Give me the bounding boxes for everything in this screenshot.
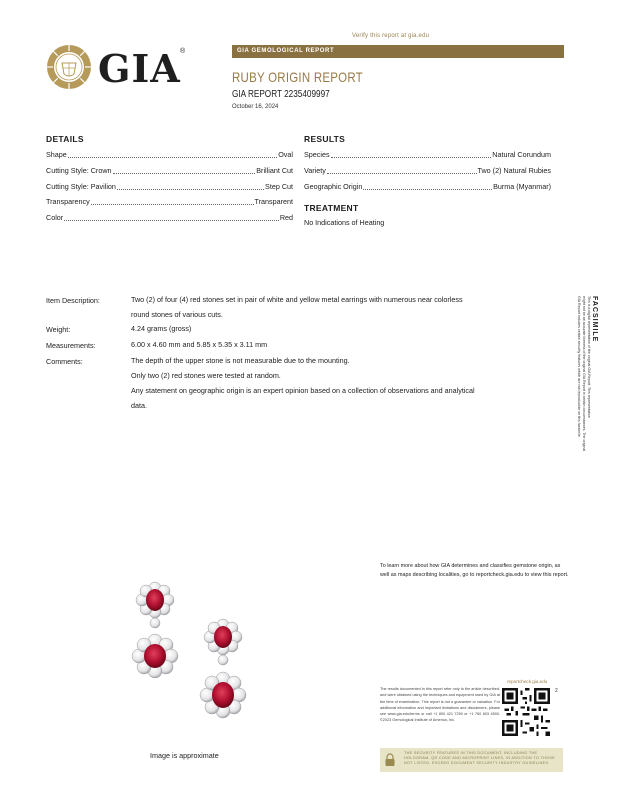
results-value: Natural Corundum [492, 150, 551, 159]
details-value: Transparent [254, 197, 293, 206]
comment-line: Only two (2) red stones were tested at random. [131, 371, 281, 380]
security-text: THE SECURITY FEATURES IN THIS DOCUMENT, INCLUDING THE HOLOGRAM, QR CODE AND MICROPRINT LINES, IN ADDITION TO THOSE NOT LISTED, EXCEED DOCUMENT SECURITY INDUSTRY GUIDELINES. [404, 751, 556, 765]
treatment-heading: TREATMENT [304, 203, 359, 213]
gia-wordmark: GIA [98, 46, 181, 91]
dot-leader [68, 156, 277, 158]
details-value: Red [279, 213, 293, 222]
verify-link[interactable]: Verify this report at gia.edu [352, 33, 430, 39]
security-features-strip [380, 748, 563, 772]
gia-logo [46, 44, 186, 90]
reportcheck-link[interactable]: reportcheck.gia.edu [507, 679, 548, 684]
details-row-color [46, 213, 293, 223]
report-number: GIA REPORT 2235409997 [232, 89, 330, 100]
dot-leader [113, 172, 256, 174]
details-label: Color [46, 213, 64, 222]
results-row-species [304, 150, 551, 160]
comment-line: Any statement on geographic origin is an expert opinion based on a collection of observations and analytical [131, 386, 475, 395]
disclaimer-text: The results documented in this report refer only to the article described, and were obtained using the techniques and equipment used by GIA at the time of examination. This report is not a guarantee or valuation. For additional information and important limitations and disclaimers, please see www.gia.edu/terms or call +1 800 421 7250 or +1 760 603 4500. ©2023 Gemological Institute of America, Inc. [380, 687, 500, 723]
dot-leader [331, 156, 492, 158]
results-row-variety [304, 166, 551, 176]
dot-leader [327, 172, 477, 174]
item-description-line: round stones of various cuts. [131, 310, 223, 319]
treatment-text: No Indications of Heating [304, 218, 385, 227]
registered-mark: ® [180, 48, 186, 55]
details-label: Transparency [46, 197, 90, 206]
report-banner: GIA GEMOLOGICAL REPORT [232, 45, 564, 58]
details-label: Cutting Style: Pavilion [46, 182, 116, 191]
facsimile-title: FACSIMILE [591, 296, 598, 343]
dot-leader [117, 188, 264, 190]
results-label: Geographic Origin [304, 182, 363, 191]
details-value: Step Cut [265, 182, 293, 191]
weight-label: Weight: [46, 325, 71, 334]
results-heading: RESULTS [304, 134, 346, 144]
image-caption: Image is approximate [150, 751, 219, 760]
facsimile-line: might not be an accurate likeness of the original GIA Report in certain circumstances. The original [582, 296, 586, 452]
results-row-origin [304, 182, 551, 192]
comments-value [131, 353, 551, 413]
facsimile-notice [570, 296, 598, 506]
item-description-line: Two (2) of four (4) red stones set in pair of white and yellow metal earrings with numerous near colorless [131, 295, 463, 304]
qr-page-number: 2 [555, 688, 558, 694]
facsimile-line: This is a digital representation of the original GIA Report. This representation [587, 296, 591, 418]
details-row-pavilion [46, 182, 293, 192]
dot-leader [363, 188, 492, 190]
qr-code[interactable] [502, 688, 550, 736]
measurements-value: 6.00 x 4.60 mm and 5.85 x 5.35 x 3.11 mm [131, 340, 268, 349]
dot-leader [64, 219, 279, 221]
earrings-illustration [128, 575, 258, 747]
details-value: Brilliant Cut [256, 166, 293, 175]
measurements-label: Measurements: [46, 341, 96, 350]
learn-more-text: To learn more about how GIA determines and classifies gemstone origin, as well as maps describing localities, go to reportcheck.gia.edu to view this report. [380, 563, 569, 578]
results-label: Species [304, 150, 330, 159]
report-title: RUBY ORIGIN REPORT [232, 69, 363, 85]
results-value: Burma (Myanmar) [493, 182, 551, 191]
item-description-label: Item Description: [46, 296, 100, 305]
details-heading: DETAILS [46, 134, 84, 144]
details-row-transparency [46, 197, 293, 207]
details-label: Shape [46, 150, 67, 159]
report-date: October 16, 2024 [232, 104, 279, 110]
earrings-image [128, 575, 258, 747]
details-value: Oval [278, 150, 293, 159]
details-row-crown [46, 166, 293, 176]
item-description-value [131, 292, 551, 322]
details-row-shape [46, 150, 293, 160]
gia-seal-icon [46, 44, 92, 90]
comment-line: data. [131, 401, 147, 410]
results-label: Variety [304, 166, 326, 175]
details-label: Cutting Style: Crown [46, 166, 112, 175]
weight-value: 4.24 grams (gross) [131, 324, 192, 333]
comment-line: The depth of the upper stone is not measurable due to the mounting. [131, 356, 350, 365]
results-value: Two (2) Natural Rubies [477, 166, 551, 175]
lock-icon [384, 753, 396, 767]
dot-leader [91, 203, 254, 205]
comments-label: Comments: [46, 357, 83, 366]
facsimile-line: GIA Report includes certain security features which are not reproducible on this facsimile. [577, 296, 581, 438]
qr-code-icon [502, 688, 550, 736]
